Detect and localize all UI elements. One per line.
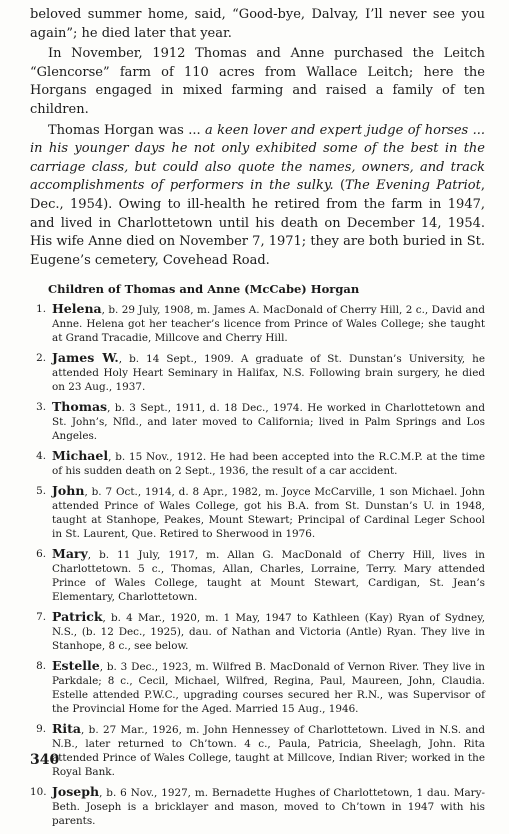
list-item (30, 722, 485, 779)
child-name: Joseph (52, 784, 100, 800)
item-number: 3. (36, 401, 46, 414)
child-name: Patrick (52, 609, 103, 625)
child-details: , b. 4 Mar., 1920, m. 1 May, 1947 to Kathleen (Kay) Ryan of Sydney, N.S., (b. 12 Dec., 1925), dau. of Nathan and Victoria (Antle) Ryan. They live in Stanhope, 8 c., see below. (52, 612, 485, 653)
item-number: 1. (36, 303, 46, 316)
citation-open: ( (333, 178, 346, 194)
list-item (30, 400, 485, 443)
child-details: , b. 27 Mar., 1926, m. John Hennessey of Charlottetown. Lived in N.S. and N.B., later returned to Ch’town. 4 c., Paula, Patricia, Sheelagh, John. Rita attended Prince of Wales College, taught at Millcove, Indian River; worked in the Royal Bank. (52, 724, 485, 779)
page-number: 340 (30, 752, 60, 768)
child-name: Thomas (52, 399, 108, 415)
list-item (30, 610, 485, 653)
item-number: 9. (36, 723, 46, 736)
item-number: 7. (36, 611, 46, 624)
section-title: Children of Thomas and Anne (McCabe) Horgan (48, 282, 360, 297)
paragraph-2: In November, 1912 Thomas and Anne purchased the Leitch “Glencorse” farm of 110 acres from Wallace Leitch; here the Horgans engaged in mixed farming and raised a family of ten children. (30, 46, 485, 117)
list-item (30, 659, 485, 716)
document-page (30, 6, 485, 834)
child-details: , b. 14 Sept., 1909. A graduate of St. Dunstan’s University, he attended Holy Heart Seminary in Halifax, N.S. Following brain surgery, he died on 23 Aug., 1937. (52, 353, 485, 394)
child-details: , b. 6 Nov., 1927, m. Bernadette Hughes of Charlottetown, 1 dau. Mary-Beth. Joseph is a bricklayer and mason, moved to Ch’town in 1947 with his parents. (52, 787, 485, 828)
child-details: , b. 3 Sept., 1911, d. 18 Dec., 1974. He worked in Charlottetown and St. John’s, Nfld., and later moved to California; lived in Palm Springs and Los Angeles. (52, 402, 485, 443)
child-name: John (52, 483, 85, 499)
child-name: Estelle (52, 658, 100, 674)
list-item (30, 449, 485, 478)
child-details: , b. 29 July, 1908, m. James A. MacDonald of Cherry Hill, 2 c., David and Anne. Helena got her teacher’s licence from Prince of Wales College; she taught at Grand Tracadie, Millcove and Cherry Hill. (52, 304, 485, 345)
child-details: , b. 15 Nov., 1912. He had been accepted into the R.C.M.P. at the time of his sudden death on 2 Sept., 1936, the result of a car accident. (52, 451, 485, 478)
item-number: 5. (36, 485, 46, 498)
child-details: , b. 3 Dec., 1923, m. Wilfred B. MacDonald of Vernon River. They live in Parkdale; 8 c., Cecil, Michael, Wilfred, Regina, Paul, Maureen, John, Claudia. Estelle attended P.W.C., upgrading courses secured her R.N., was Supervisor of the Provincial Home for the Aged. Married 15 Aug., 1946. (52, 661, 485, 716)
list-item (30, 351, 485, 394)
paragraph-1: beloved summer home, said, “Good-bye, Dalvay, I’ll never see you again”; he died later that year. (30, 7, 485, 41)
child-details: , b. 7 Oct., 1914, d. 8 Apr., 1982, m. Joyce McCarville, 1 son Michael. John attended Prince of Wales College, got his B.A. from St. Dunstan’s U. in 1948, taught at Stanhope, Peakes, Mount Stewart; Principal of Cardinal Leger School in St. Laurent, Que. Retired to Sherwood in 1976. (52, 486, 485, 541)
child-name: James W. (52, 350, 119, 366)
child-name: Helena (52, 301, 102, 317)
item-number: 4. (36, 450, 46, 463)
paragraph-3-rest: , Dec., 1954). Owing to ill-health he retired from the farm in 1947, and lived in Charlottetown until his death on December 14, 1954. His wife Anne died on November 7, 1971; they are both buried in St. Eugene’s cemetery, Covehead Road. (30, 178, 485, 268)
item-number: 2. (36, 352, 46, 365)
paragraph-3-start: Thomas Horgan was ... (48, 122, 205, 138)
children-list (30, 302, 485, 828)
child-name: Mary (52, 546, 88, 562)
list-item (30, 785, 485, 828)
paragraph-3 (30, 122, 485, 271)
child-name: Michael (52, 448, 109, 464)
item-number: 10. (30, 786, 47, 799)
list-item (30, 547, 485, 604)
item-number: 6. (36, 548, 46, 561)
citation-title: The Evening Patriot (345, 178, 481, 194)
list-item (30, 484, 485, 541)
list-item (30, 302, 485, 345)
newspaper-quote: a keen lover and expert judge of horses ... in his younger days he not only exhibited some of the best in the carriage class, but could also quote the names, owners, and track accomplishments of performers in the sulky. (30, 122, 485, 194)
child-details: , b. 11 July, 1917, m. Allan G. MacDonald of Cherry Hill, lives in Charlottetown. 5 c., Thomas, Allan, Charles, Lorraine, Terry. Mary attended Prince of Wales College, taught at Mount Stewart, Cardigan, St. Jean’s Elementary, Charlottetown. (52, 549, 485, 604)
item-number: 8. (36, 660, 46, 673)
child-name: Rita (52, 721, 82, 737)
